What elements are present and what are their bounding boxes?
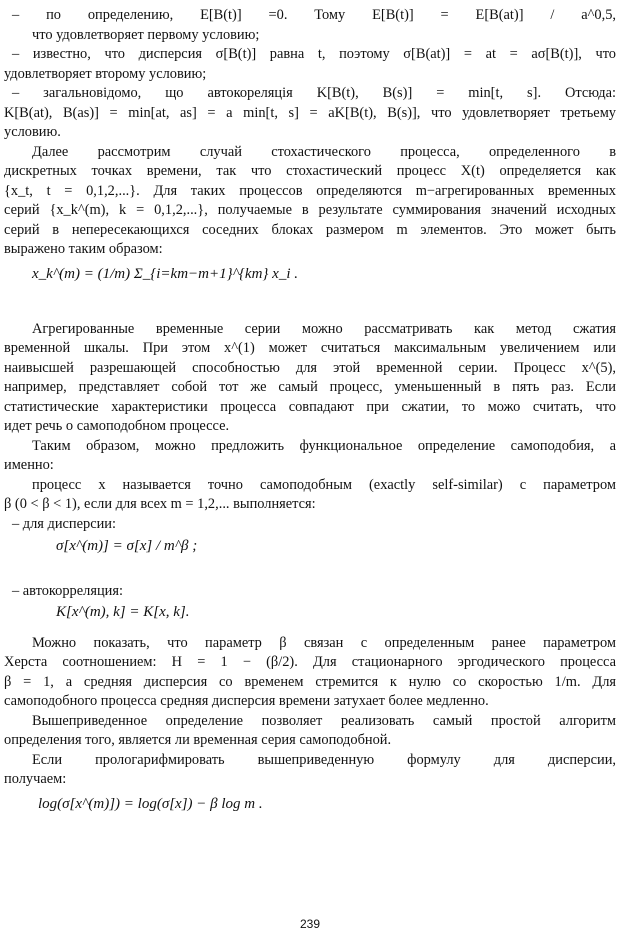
text-line: идет речь о самоподобном процессе. [4,418,230,434]
text-line: – загальновідомо, що автокореляція K[B(t), B(s)] = min[t, s]. Отсюда: [12,85,616,101]
text-line: дискретных точках времени, так что стохастический процесс X(t) определяется как [4,163,616,179]
page-number: 239 [299,917,321,931]
text-line: Далее рассмотрим случай стохастического процесса, определенного в [32,143,616,160]
text-line: Если прологарифмировать вышеприведенную формулу для дисперсии, [32,751,616,768]
text-line: – известно, что дисперсия σ[B(t)] равна t, поэтому σ[B(at)] = at = aσ[B(t)], что [12,46,616,62]
variance-equation: σ[x^(m)] = σ[x] / m^β ; [56,538,198,554]
text-line: серий в непересекающихся соседних блоках размером m элементов. Это может быть [4,221,616,238]
text-line: серий {x_k^(m), k = 0,1,2,...}, получаемые в результате суммирования значений исходных [4,202,616,218]
text-line: – автокорреляция: [12,583,123,599]
text-line: например, представляет собой тот же самый процесс, уменьшенный в пять раз. Если [4,379,616,395]
text-line: что удовлетворяет первому условию; [32,26,260,43]
document-page [4,6,616,830]
text-line: выражено таким образом: [4,241,163,257]
text-line: получаем: [4,771,67,787]
text-line: – по определению, E[B(t)] =0. Тому E[B(t)] = E[B(at)] / a^0,5, [12,7,616,23]
autocorrelation-equation: K[x^(m), k] = K[x, k]. [56,603,190,620]
text-line: самоподобного процесса средняя дисперсия времени затухает более медленно. [4,693,489,709]
text-line: именно: [4,457,54,473]
text-line: условию. [4,124,61,140]
text-line: удовлетворяет второму условию; [4,65,207,82]
aggregation-equation: x_k^(m) = (1/m) Σ_{i=km−m+1}^{km} x_i . [32,265,298,282]
text-line: Агрегированные временные серии можно рассматривать как метод сжатия [32,320,616,337]
text-line: Херста соотношением: H = 1 − (β/2). Для стационарного эргодического процесса [4,654,616,670]
text-line: β = 1, а средняя дисперсия со временем стремится к нулю со скоростью 1/m. Для [4,673,616,690]
text-line: наивысшей разрешающей способностью для этой временной серии. Процесс x^(5), [4,359,616,376]
log-variance-equation: log(σ[x^(m)]) = log(σ[x]) − β log m . [38,795,263,812]
text-line: временной шкалы. При этом x^(1) может считаться максимальным увеличением или [4,340,616,356]
text-line: – для дисперсии: [12,515,116,532]
text-line: определения того, является ли временная серия самоподобной. [4,732,392,748]
text-line: Вышеприведенное определение позволяет реализовать самый простой алгоритм [32,712,616,729]
text-line: K[B(at), B(as)] = min[at, as] = a min[t, s] = aK[B(t), B(s)], что удовлетворяет третьему [4,104,616,121]
text-line: β (0 < β < 1), если для всех m = 1,2,... выполняется: [4,496,316,512]
text-line: процесс x называется точно самоподобным (exactly self-similar) с параметром [32,476,616,493]
text-line: Можно показать, что параметр β связан с определенным ранее параметром [32,634,616,651]
text-line: Таким образом, можно предложить функциональное определение самоподобия, а [32,437,616,454]
text-line: {x_t, t = 0,1,2,...}. Для таких процессов определяются m−агрегированных временных [4,182,616,199]
text-line: статистические характеристики процесса совпадают при сжатии, то можо считать, что [4,398,616,415]
